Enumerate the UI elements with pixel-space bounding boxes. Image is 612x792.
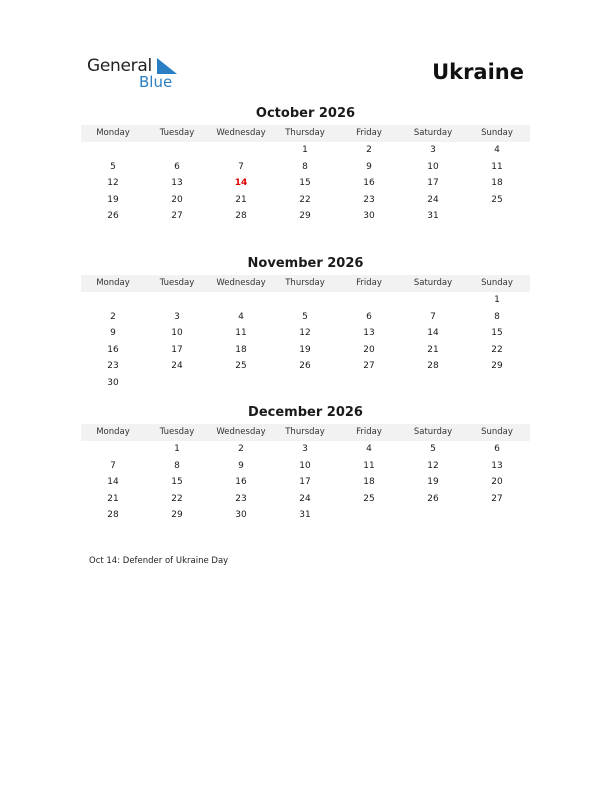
weekday-header: Tuesday xyxy=(159,128,195,138)
day-cell: 13 xyxy=(171,178,183,189)
day-cell: 2 xyxy=(366,145,372,155)
month-title: November 2026 xyxy=(247,256,364,271)
day-cell: 15 xyxy=(491,328,503,339)
day-cell: 24 xyxy=(171,361,183,372)
day-cell xyxy=(401,507,465,524)
day-cell: 31 xyxy=(299,510,311,521)
day-cell: 5 xyxy=(110,161,116,172)
day-cell: 27 xyxy=(171,211,183,222)
day-cell: 10 xyxy=(427,161,439,172)
weekday-header: Sunday xyxy=(481,128,513,138)
month-november xyxy=(81,255,530,392)
day-cell xyxy=(209,375,273,392)
day-cell xyxy=(81,292,145,309)
day-cell: 8 xyxy=(494,311,500,322)
weekday-header: Tuesday xyxy=(159,278,195,288)
logo-word-blue: Blue xyxy=(139,73,173,91)
day-cell xyxy=(337,292,401,309)
day-cell: 29 xyxy=(491,361,503,372)
day-cell: 7 xyxy=(430,311,436,322)
day-cell: 2 xyxy=(110,311,116,322)
day-cell xyxy=(81,441,145,458)
day-cell: 23 xyxy=(235,493,247,504)
day-cell: 18 xyxy=(235,344,247,355)
day-cell: 26 xyxy=(427,493,439,504)
day-cell: 23 xyxy=(107,361,119,372)
day-cell xyxy=(145,292,209,309)
day-cell: 1 xyxy=(494,295,500,305)
day-cell xyxy=(81,142,145,159)
day-cell: 20 xyxy=(171,194,183,205)
month-title: December 2026 xyxy=(248,405,363,420)
day-cell: 5 xyxy=(430,444,436,454)
day-cell xyxy=(209,142,273,159)
week-row xyxy=(81,375,530,392)
weekday-header: Thursday xyxy=(285,427,325,437)
day-cell: 12 xyxy=(427,460,439,471)
day-cell: 18 xyxy=(363,477,375,488)
day-cell: 19 xyxy=(427,477,439,488)
day-cell: 15 xyxy=(171,477,183,488)
day-cell: 19 xyxy=(107,194,119,205)
day-cell: 22 xyxy=(171,493,183,504)
weekday-header-row xyxy=(81,125,530,142)
logo-triangle-icon xyxy=(157,58,177,74)
week-row xyxy=(81,325,530,342)
day-cell: 26 xyxy=(299,361,311,372)
weekday-header: Saturday xyxy=(413,128,453,138)
day-cell: 30 xyxy=(363,211,375,222)
day-cell xyxy=(337,375,401,392)
week-row xyxy=(81,159,530,176)
day-cell: 25 xyxy=(235,361,247,372)
day-cell: 27 xyxy=(491,493,503,504)
week-row xyxy=(81,192,530,209)
day-cell: 16 xyxy=(107,344,119,355)
day-cell xyxy=(465,208,529,225)
weekday-header-row xyxy=(81,275,530,292)
day-cell: 21 xyxy=(427,344,439,355)
month-december xyxy=(81,404,530,524)
week-row xyxy=(81,309,530,326)
weekday-header: Thursday xyxy=(285,278,325,288)
weekday-header: Monday xyxy=(96,427,130,437)
weekday-header: Saturday xyxy=(413,427,453,437)
day-cell xyxy=(465,507,529,524)
day-cell: 16 xyxy=(363,178,375,189)
day-cell: 28 xyxy=(235,211,247,222)
weekday-header: Tuesday xyxy=(159,427,195,437)
week-row xyxy=(81,441,530,458)
day-cell: 2 xyxy=(238,444,244,454)
week-row xyxy=(81,142,530,159)
day-cell xyxy=(401,375,465,392)
week-row xyxy=(81,474,530,491)
weekday-header: Saturday xyxy=(413,278,453,288)
day-cell xyxy=(401,292,465,309)
day-cell: 25 xyxy=(363,493,375,504)
day-cell: 11 xyxy=(363,460,375,471)
week-row xyxy=(81,491,530,508)
day-cell: 9 xyxy=(366,161,372,172)
day-cell: 29 xyxy=(171,510,183,521)
day-cell: 24 xyxy=(427,194,439,205)
day-cell: 25 xyxy=(491,194,503,205)
day-cell: 5 xyxy=(302,311,308,322)
week-row xyxy=(81,175,530,192)
weekday-header: Wednesday xyxy=(216,278,266,288)
day-cell: 7 xyxy=(238,161,244,172)
day-cell: 31 xyxy=(427,211,439,222)
week-row xyxy=(81,507,530,524)
day-cell xyxy=(209,292,273,309)
day-cell: 8 xyxy=(302,161,308,172)
day-cell: 17 xyxy=(171,344,183,355)
day-cell: 6 xyxy=(174,161,180,172)
day-cell: 14 xyxy=(427,328,439,339)
weekday-header: Monday xyxy=(96,278,130,288)
day-cell: 13 xyxy=(491,460,503,471)
day-cell: 11 xyxy=(491,161,503,172)
day-cell: 21 xyxy=(235,194,247,205)
weekday-header: Sunday xyxy=(481,278,513,288)
day-cell: 22 xyxy=(299,194,311,205)
day-cell: 4 xyxy=(238,311,244,322)
day-cell xyxy=(337,507,401,524)
logo xyxy=(87,56,187,92)
day-cell: 3 xyxy=(302,444,308,454)
logo-word-general: General xyxy=(87,56,152,76)
day-cell: 10 xyxy=(299,460,311,471)
day-cell: 1 xyxy=(174,444,180,454)
day-cell: 18 xyxy=(491,178,503,189)
day-cell: 28 xyxy=(427,361,439,372)
day-cell: 23 xyxy=(363,194,375,205)
day-cell: 4 xyxy=(494,145,500,155)
holiday-notes: Oct 14: Defender of Ukraine Day xyxy=(89,556,229,566)
day-cell: 24 xyxy=(299,493,311,504)
day-cell: 29 xyxy=(299,211,311,222)
day-cell: 12 xyxy=(107,178,119,189)
month-october xyxy=(81,105,530,225)
day-cell: 7 xyxy=(110,460,116,471)
week-row xyxy=(81,208,530,225)
day-cell: 27 xyxy=(363,361,375,372)
day-cell xyxy=(145,375,209,392)
day-cell: 3 xyxy=(174,311,180,322)
weekday-header: Friday xyxy=(356,427,382,437)
week-row xyxy=(81,292,530,309)
weekday-header: Sunday xyxy=(481,427,513,437)
day-cell: 28 xyxy=(107,510,119,521)
day-cell: 11 xyxy=(235,328,247,339)
day-cell: 16 xyxy=(235,477,247,488)
day-cell: 15 xyxy=(299,178,311,189)
weekday-header-row xyxy=(81,424,530,441)
day-cell: 1 xyxy=(302,145,308,155)
day-cell: 20 xyxy=(363,344,375,355)
weekday-header: Friday xyxy=(356,128,382,138)
day-cell xyxy=(273,375,337,392)
day-cell: 21 xyxy=(107,493,119,504)
day-cell: 10 xyxy=(171,328,183,339)
week-row xyxy=(81,358,530,375)
day-cell: 9 xyxy=(238,460,244,471)
day-cell: 17 xyxy=(299,477,311,488)
weekday-header: Wednesday xyxy=(216,427,266,437)
week-row xyxy=(81,458,530,475)
day-cell: 4 xyxy=(366,444,372,454)
holiday-day-cell: 14 xyxy=(234,178,248,189)
weekday-header: Friday xyxy=(356,278,382,288)
day-cell xyxy=(273,292,337,309)
day-cell: 6 xyxy=(494,444,500,454)
day-cell: 19 xyxy=(299,344,311,355)
day-cell: 30 xyxy=(107,377,119,388)
day-cell: 30 xyxy=(235,510,247,521)
day-cell xyxy=(145,142,209,159)
day-cell: 13 xyxy=(363,328,375,339)
day-cell: 14 xyxy=(107,477,119,488)
day-cell: 22 xyxy=(491,344,503,355)
week-row xyxy=(81,342,530,359)
weekday-header: Thursday xyxy=(285,128,325,138)
day-cell: 8 xyxy=(174,460,180,471)
weekday-header: Monday xyxy=(96,128,130,138)
day-cell: 9 xyxy=(110,328,116,339)
day-cell: 6 xyxy=(366,311,372,322)
day-cell: 3 xyxy=(430,145,436,155)
day-cell: 20 xyxy=(491,477,503,488)
day-cell: 17 xyxy=(427,178,439,189)
day-cell: 12 xyxy=(299,328,311,339)
month-title: October 2026 xyxy=(255,106,356,121)
weekday-header: Wednesday xyxy=(216,128,266,138)
country-title: Ukraine xyxy=(432,60,524,84)
day-cell: 26 xyxy=(107,211,119,222)
day-cell xyxy=(465,375,529,392)
